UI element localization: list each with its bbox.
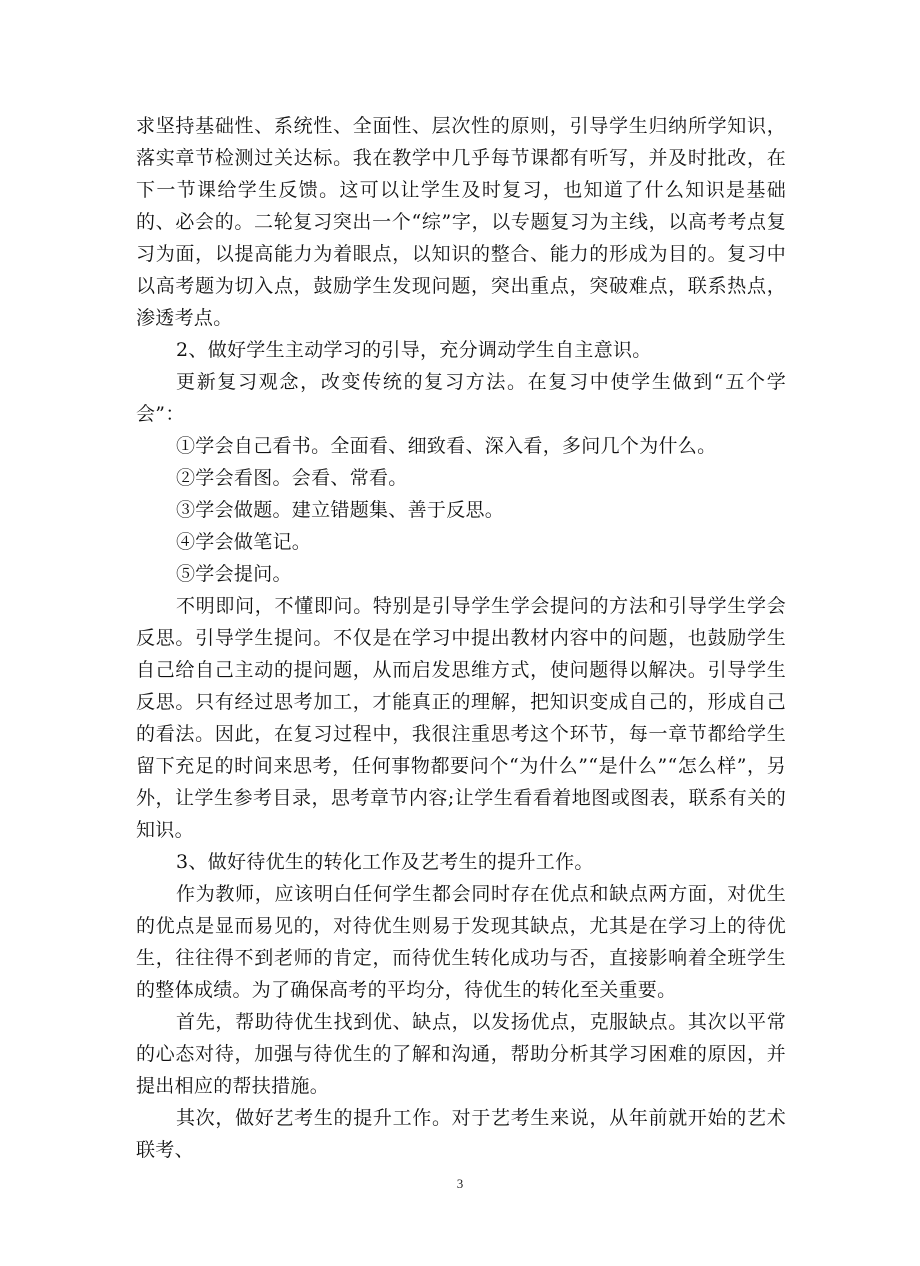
list-item-skill-4: ④学会做笔记。 [176,531,312,553]
paragraph-first-step: 首先，帮助待优生找到优、缺点，以发扬优点，克服缺点。其次以平常的心态对待，加强与待优生的了解和沟通，帮助分析其学习困难的原因，并提出相应的帮扶措施。 [136,1011,786,1097]
section-heading-2: 2、做好学生主动学习的引导，充分调动学生自主意识。 [176,339,652,361]
section-heading-3: 3、做好待优生的转化工作及艺考生的提升工作。 [176,851,594,873]
document-body [136,110,786,1166]
paragraph-teacher-role: 作为教师，应该明白任何学生都会同时存在优点和缺点两方面，对优生的优点是显而易见的，对待优生则易于发现其缺点，尤其是在学习上的待优生，往往得不到老师的肯定，而待优生转化成功与否，直接影响着全班学生的整体成绩。为了确保高考的平均分，待优生的转化至关重要。 [136,883,786,1001]
list-item-skill-2: ②学会看图。会看、常看。 [176,467,408,489]
paragraph-five-skills-intro: 更新复习观念，改变传统的复习方法。在复习中使学生做到“五个学会”： [136,371,786,425]
paragraph-second-step: 其次，做好艺考生的提升工作。对于艺考生来说，从年前就开始的艺术联考、 [136,1107,786,1161]
list-item-skill-3: ③学会做题。建立错题集、善于反思。 [176,499,505,521]
page-number: 3 [456,1176,464,1191]
paragraph-questioning: 不明即问，不懂即问。特别是引导学生学会提问的方法和引导学生学会反思。引导学生提问。不仅是在学习中提出教材内容中的问题，也鼓励学生自己给自己主动的提问题，从而启发思维方式，使问题得以解决。引导学生反思。只有经过思考加工，才能真正的理解，把知识变成自己的，形成自己的看法。因此，在复习过程中，我很注重思考这个环节，每一章节都给学生留下充足的时间来思考，任何事物都要问个“为什么”“是什么”“怎么样”，另外，让学生参考目录，思考章节内容;让学生看看着地图或图表，联系有关的知识。 [136,595,786,841]
paragraph-continuation: 求坚持基础性、系统性、全面性、层次性的原则，引导学生归纳所学知识，落实章节检测过关达标。我在教学中几乎每节课都有听写，并及时批改，在下一节课给学生反馈。这可以让学生及时复习，也知道了什么知识是基础的、必会的。二轮复习突出一个“综”字，以专题复习为主线，以高考考点复习为面，以提高能力为着眼点，以知识的整合、能力的形成为目的。复习中以高考题为切入点，鼓励学生发现问题，突出重点，突破难点，联系热点，渗透考点。 [136,115,786,329]
list-item-skill-1: ①学会自己看书。全面看、细致看、深入看，多问几个为什么。 [176,435,717,457]
list-item-skill-5: ⑤学会提问。 [176,563,292,585]
